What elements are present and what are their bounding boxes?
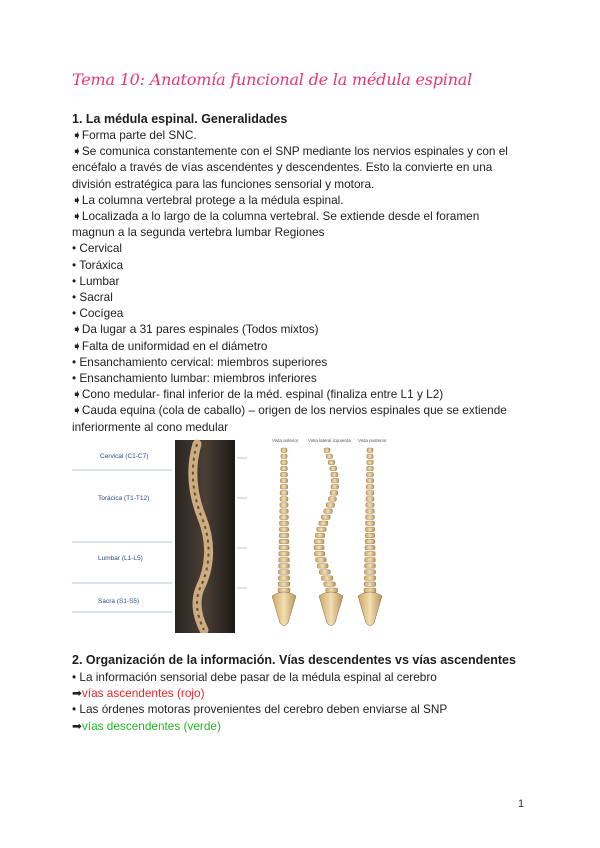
vertebra	[331, 478, 338, 483]
vertebra	[367, 454, 373, 459]
vertebra	[366, 472, 373, 477]
vertebra	[317, 527, 326, 532]
mri-image	[175, 440, 249, 633]
vertebra	[279, 545, 289, 550]
vertebra	[278, 570, 289, 575]
vertebra	[319, 521, 328, 526]
text-line: ➧Falta de uniformidad en el diámetro	[72, 338, 268, 353]
vertebra	[367, 448, 373, 453]
text-line: encéfalo a través de vías ascendentes y descendentes. Esto la convierte en una	[72, 160, 493, 175]
spine-lateral-view	[314, 448, 343, 626]
spine-posterior-view	[358, 448, 382, 626]
vertebra	[279, 558, 290, 563]
vertebra	[365, 564, 376, 569]
label-sacra: Sacra (S1-S5)	[98, 598, 140, 605]
text-line: ➧Localizada a lo largo de la columna vertebral. Se extiende desde el foramen	[72, 209, 480, 224]
vertebra	[366, 485, 374, 490]
vertebra	[279, 527, 288, 532]
text-line: ➧Se comunica constantemente con el SNP mediante los nervios espinales y con el	[72, 144, 508, 159]
vertebra	[280, 485, 288, 490]
vertebra	[324, 582, 336, 587]
page-title: Tema 10: Anatomía funcional de la médula espinal	[72, 70, 473, 89]
vertebra	[331, 472, 338, 477]
vertebra	[366, 491, 374, 496]
descending-pathways-text: vías descendentes (verde)	[81, 718, 221, 733]
label-cervical: Cervical (C1-C7)	[100, 453, 149, 460]
vertebra	[364, 576, 375, 581]
vertebra	[316, 558, 327, 563]
section-1-body	[72, 127, 532, 435]
vertebra	[365, 545, 375, 550]
vertebra	[280, 509, 289, 514]
vertebra	[314, 551, 324, 556]
text-line: • Ensanchamiento lumbar: miembros inferiores	[72, 371, 317, 386]
view-title-lateral: Vista lateral izquierda	[308, 438, 351, 443]
vertebra	[279, 539, 289, 544]
text-line: ➧Cauda equina (cola de caballo) – origen de los nervios espinales que se extiende	[72, 403, 507, 418]
text-line: • Las órdenes motoras provenientes del cerebro deben enviarse al SNP	[72, 702, 448, 717]
section-2-heading: 2. Organización de la información. Vías descendentes vs vías ascendentes	[72, 653, 516, 667]
vertebra	[278, 576, 289, 581]
vertebra	[280, 515, 289, 520]
vertebra	[279, 533, 289, 538]
page-number: 1	[518, 798, 525, 810]
vertebra	[366, 515, 375, 520]
sacrum	[272, 592, 296, 626]
view-title-posterior: Vista posterior	[358, 438, 387, 443]
spine-figure	[72, 438, 414, 633]
vertebra	[314, 539, 324, 544]
vertebra	[314, 545, 324, 550]
vertebra	[280, 478, 287, 483]
vertebra	[317, 564, 328, 569]
vertebra	[279, 521, 288, 526]
text-line: • Toráxica	[72, 257, 124, 272]
text-line: • Cervical	[72, 241, 123, 256]
vertebra	[326, 454, 332, 459]
vertebra	[364, 582, 376, 587]
arrow-icon: ➡	[72, 718, 82, 733]
arrow-icon: ➡	[72, 686, 82, 701]
vertebra	[331, 485, 339, 490]
text-line: • Lumbar	[72, 273, 120, 288]
vertebra	[330, 491, 338, 496]
section-2-body	[72, 669, 532, 734]
text-line: ➧Da lugar a 31 pares espinales (Todos mixtos)	[72, 322, 319, 337]
vertebra	[367, 460, 374, 465]
vertebra	[280, 497, 288, 502]
vertebra	[324, 448, 330, 453]
sacrum	[319, 592, 343, 626]
text-line: ➧Forma parte del SNC.	[72, 128, 197, 142]
vertebra	[279, 564, 290, 569]
vertebra	[326, 503, 334, 508]
vertebra	[365, 539, 375, 544]
label-lumbar: Lumbar (L1-L5)	[98, 555, 143, 562]
vertebra	[328, 497, 336, 502]
vertebra	[365, 521, 374, 526]
text-line	[72, 685, 532, 701]
vertebra	[281, 460, 288, 465]
vertebra	[365, 558, 376, 563]
section-1-heading: 1. La médula espinal. Generalidades	[72, 112, 288, 126]
text-line: • Ensanchamiento cervical: miembros superiores	[72, 354, 328, 369]
vertebra	[321, 576, 332, 581]
text-line: magnun a la segunda vertebra lumbar Regiones	[72, 225, 325, 240]
text-line: ➧La columna vertebral protege a la médula espinal.	[72, 192, 344, 207]
vertebra	[366, 509, 375, 514]
vertebra	[365, 527, 374, 532]
vertebra	[366, 478, 373, 483]
vertebra	[281, 466, 288, 471]
vertebra	[367, 466, 374, 471]
text-line: ➧Cono medular- final inferior de la méd. espinal (finaliza entre L1 y L2)	[72, 387, 444, 402]
vertebra	[364, 570, 375, 575]
spine-anterior-view	[272, 448, 296, 626]
label-toracica: Torácica (T1-T12)	[98, 495, 150, 502]
vertebra	[328, 460, 335, 465]
vertebra	[366, 503, 374, 508]
vertebra	[280, 491, 288, 496]
text-line: división estratégica para las funciones sensorial y motora.	[72, 176, 375, 191]
vertebra	[280, 503, 288, 508]
vertebra	[365, 533, 375, 538]
vertebra	[279, 551, 289, 556]
ascending-pathways-text: vías ascendentes (rojo)	[81, 686, 205, 701]
text-line: inferiormente al cono medular	[72, 419, 229, 434]
text-line	[72, 718, 532, 734]
vertebra	[280, 472, 287, 477]
vertebra	[315, 533, 325, 538]
vertebra	[330, 466, 337, 471]
text-line: • Sacral	[72, 290, 113, 305]
vertebra	[278, 582, 290, 587]
vertebra	[281, 454, 287, 459]
view-title-anterior: Vista anterior	[272, 438, 299, 443]
vertebra	[366, 497, 374, 502]
vertebra	[324, 509, 333, 514]
sacrum	[358, 592, 382, 626]
vertebra	[281, 448, 287, 453]
vertebra	[319, 570, 330, 575]
text-line: • La información sensorial debe pasar de la médula espinal al cerebro	[72, 670, 437, 684]
vertebra	[321, 515, 330, 520]
text-line: • Cocígea	[72, 306, 124, 321]
vertebra	[365, 551, 375, 556]
region-labels-panel	[72, 453, 172, 612]
